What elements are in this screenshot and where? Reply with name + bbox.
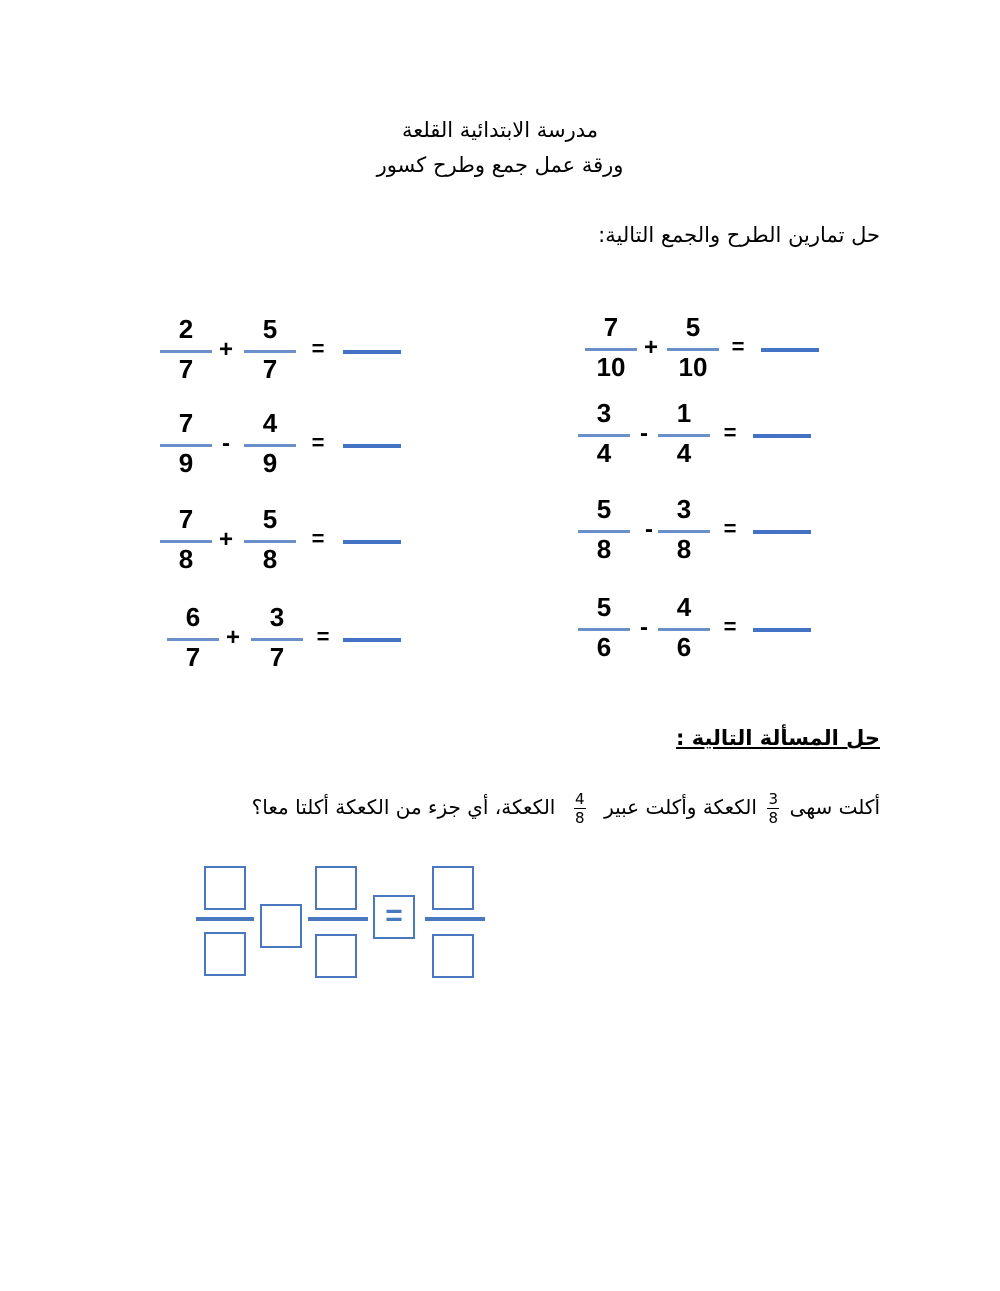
operator: - (640, 420, 648, 447)
exercises-instruction: حل تمارين الطرح والجمع التالية: (598, 223, 880, 247)
numerator: 5 (262, 314, 278, 344)
numerator: 7 (178, 504, 194, 534)
equals-sign: = (731, 334, 745, 359)
fraction-2 (656, 590, 712, 670)
answer-box-numerator-2[interactable] (315, 866, 357, 910)
fraction-bar (160, 350, 212, 353)
denominator: 4 (676, 438, 692, 468)
fraction-1 (583, 310, 639, 390)
numerator: 3 (596, 398, 612, 428)
answer-fraction-bar-2 (308, 917, 368, 921)
inline-numerator: 4 (574, 790, 585, 808)
fraction-1 (158, 406, 214, 486)
operator: - (640, 614, 648, 641)
fraction-bar (244, 444, 296, 447)
numerator: 1 (676, 398, 692, 428)
numerator: 3 (676, 494, 692, 524)
fraction-bar (658, 434, 710, 437)
fraction-bar (578, 628, 630, 631)
fraction-2 (656, 396, 712, 476)
equals-sign: = (311, 526, 325, 551)
answer-line[interactable] (343, 638, 401, 642)
fraction-bar (244, 350, 296, 353)
fraction-1 (158, 312, 214, 392)
inline-denominator: 8 (574, 809, 585, 827)
word-problem-text (252, 790, 880, 827)
numerator: 5 (596, 592, 612, 622)
denominator: 9 (178, 448, 194, 478)
denominator: 7 (262, 354, 278, 384)
operator: + (643, 334, 658, 361)
equals-sign: = (723, 614, 737, 639)
fraction-1 (576, 492, 632, 572)
equals-sign: = (311, 430, 325, 455)
fraction-2 (665, 310, 721, 390)
answer-line[interactable] (753, 434, 811, 438)
denominator: 7 (178, 354, 194, 384)
inline-numerator: 3 (768, 790, 779, 808)
answer-line[interactable] (343, 540, 401, 544)
answer-fraction-bar-1 (196, 917, 254, 921)
fraction-bar (167, 638, 219, 641)
fraction-bar (244, 540, 296, 543)
denominator: 9 (262, 448, 278, 478)
word-problem-heading: حل المسألة التالية : (676, 726, 880, 750)
denominator: 6 (596, 632, 612, 662)
fraction-2 (242, 502, 298, 582)
answer-equals-box: = (373, 895, 415, 939)
numerator: 5 (685, 312, 701, 342)
numerator: 4 (262, 408, 278, 438)
problem-part-1: أكلت سهى (789, 795, 880, 819)
problem-part-2: الكعكة وأكلت عبير (604, 795, 757, 819)
answer-box-numerator-1[interactable] (204, 866, 246, 910)
answer-line[interactable] (753, 530, 811, 534)
numerator: 6 (185, 602, 201, 632)
answer-fraction-bar-result (425, 917, 485, 921)
denominator: 7 (269, 642, 285, 672)
answer-line[interactable] (343, 350, 401, 354)
fraction-bar (160, 444, 212, 447)
answer-line[interactable] (753, 628, 811, 632)
operator: - (645, 516, 653, 543)
equals-sign: = (311, 336, 325, 361)
equals-sign: = (723, 516, 737, 541)
operator: + (218, 526, 233, 553)
denominator: 4 (596, 438, 612, 468)
operator: + (225, 624, 240, 651)
fraction-1 (576, 396, 632, 476)
denominator: 8 (596, 534, 612, 564)
fraction-bar (160, 540, 212, 543)
fraction-2 (249, 600, 305, 680)
fraction-bar (658, 530, 710, 533)
answer-box-denominator-2[interactable] (315, 934, 357, 978)
fraction-bar (658, 628, 710, 631)
inline-denominator: 8 (768, 809, 779, 827)
operator: - (222, 430, 230, 457)
numerator: 7 (178, 408, 194, 438)
fraction-1 (165, 600, 221, 680)
inline-fraction-1 (767, 790, 779, 827)
numerator: 5 (262, 504, 278, 534)
inline-fraction-2 (574, 790, 586, 827)
fraction-1 (158, 502, 214, 582)
denominator: 7 (185, 642, 201, 672)
denominator: 10 (678, 352, 708, 382)
fraction-bar (578, 434, 630, 437)
fraction-2 (656, 492, 712, 572)
fraction-2 (242, 406, 298, 486)
denominator: 8 (262, 544, 278, 574)
fraction-bar (578, 530, 630, 533)
equals-sign: = (316, 624, 330, 649)
denominator: 8 (178, 544, 194, 574)
answer-box-operator[interactable] (260, 904, 302, 948)
fraction-bar (251, 638, 303, 641)
numerator: 3 (269, 602, 285, 632)
numerator: 2 (178, 314, 194, 344)
problem-part-3: الكعكة، أي جزء من الكعكة أكلتا معا؟ (251, 795, 556, 819)
denominator: 8 (676, 534, 692, 564)
numerator: 7 (603, 312, 619, 342)
equals-sign: = (723, 420, 737, 445)
fraction-2 (242, 312, 298, 392)
denominator: 10 (596, 352, 626, 382)
fraction-1 (576, 590, 632, 670)
answer-line[interactable] (761, 348, 819, 352)
worksheet-title: ورقة عمل جمع وطرح كسور (376, 153, 624, 177)
answer-box-result-denominator[interactable] (432, 934, 474, 978)
numerator: 5 (596, 494, 612, 524)
operator: + (218, 336, 233, 363)
denominator: 6 (676, 632, 692, 662)
answer-box-result-numerator[interactable] (432, 866, 474, 910)
answer-line[interactable] (343, 444, 401, 448)
fraction-bar (667, 348, 719, 351)
school-name: مدرسة الابتدائية القلعة (401, 118, 599, 142)
answer-box-denominator-1[interactable] (204, 932, 246, 976)
numerator: 4 (676, 592, 692, 622)
fraction-bar (585, 348, 637, 351)
